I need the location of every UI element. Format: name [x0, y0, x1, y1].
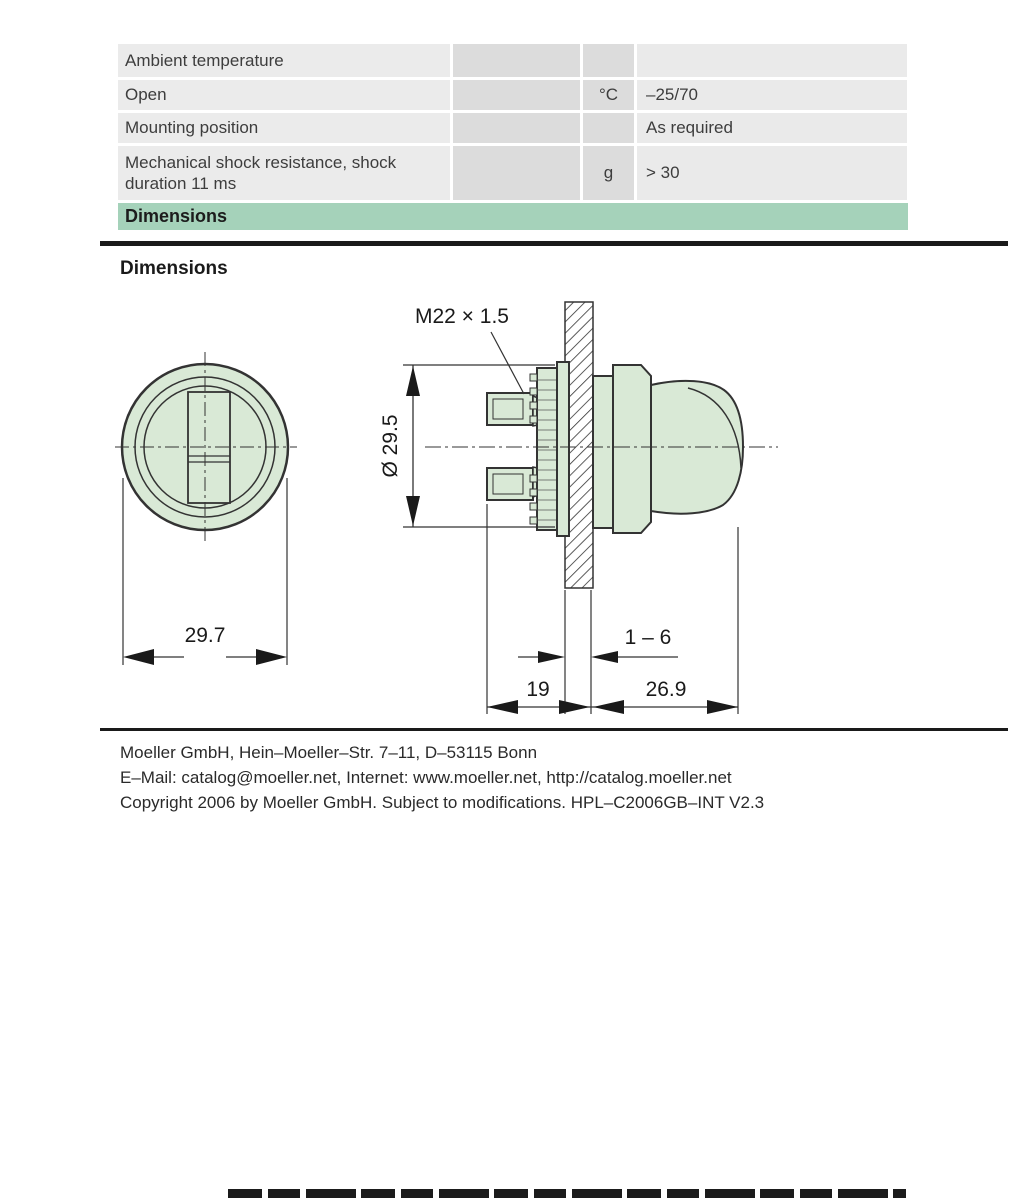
row-label: Mounting position	[118, 113, 450, 143]
table-row	[118, 146, 908, 200]
scan-artifact	[228, 1189, 906, 1198]
footer-contact: E–Mail: catalog@moeller.net, Internet: www.moeller.net, http://catalog.moeller.net	[120, 768, 732, 787]
spec-table	[118, 44, 908, 230]
front-collar	[593, 376, 613, 528]
table-row	[118, 44, 908, 77]
row-unit	[583, 113, 634, 143]
row-unit	[583, 44, 634, 77]
leader-line	[491, 332, 524, 394]
front-view	[115, 352, 297, 665]
row-unit: g	[583, 146, 634, 200]
side-view	[379, 302, 778, 714]
dim-panel-thickness	[518, 626, 678, 663]
fixing-clip-top	[487, 393, 533, 425]
horizontal-rule	[100, 241, 1008, 246]
dim-width-front: 29.7	[184, 624, 226, 647]
bezel-ring	[613, 365, 651, 533]
fixing-clip-bottom	[487, 468, 533, 500]
row-empty-cell	[453, 80, 580, 110]
svg-text:1 – 6: 1 – 6	[624, 626, 672, 649]
threaded-ring	[530, 368, 557, 530]
dim-diameter-side	[379, 365, 555, 527]
row-empty-cell	[453, 113, 580, 143]
flange-disc	[557, 362, 569, 536]
row-value	[637, 44, 907, 77]
row-value: –25/70	[637, 80, 907, 110]
footer-copyright: Copyright 2006 by Moeller GmbH. Subject to modifications. HPL–C2006GB–INT V2.3	[120, 793, 765, 812]
dim-depths	[487, 678, 738, 714]
dim-depth-front: 26.9	[645, 678, 687, 701]
footer-rule	[100, 728, 1008, 731]
footer	[120, 740, 764, 815]
dimension-drawing	[110, 290, 910, 720]
table-row	[118, 113, 908, 143]
thread-label: M22 × 1.5	[415, 305, 509, 328]
section-header-bar: Dimensions	[118, 203, 908, 230]
row-label: Ambient temperature	[118, 44, 450, 77]
row-value: As required	[637, 113, 907, 143]
table-row	[118, 80, 908, 110]
row-empty-cell	[453, 146, 580, 200]
row-unit: °C	[583, 80, 634, 110]
row-empty-cell	[453, 44, 580, 77]
footer-address: Moeller GmbH, Hein–Moeller–Str. 7–11, D–53115 Bonn	[120, 743, 538, 762]
row-value: > 30	[637, 146, 907, 200]
svg-text:Ø 29.5: Ø 29.5	[379, 414, 402, 478]
dim-depth-rear: 19	[526, 678, 550, 701]
row-label: Mechanical shock resistance, shock duration 11 ms	[118, 146, 450, 200]
dimensions-heading: Dimensions	[120, 258, 228, 279]
row-label: Open	[118, 80, 450, 110]
